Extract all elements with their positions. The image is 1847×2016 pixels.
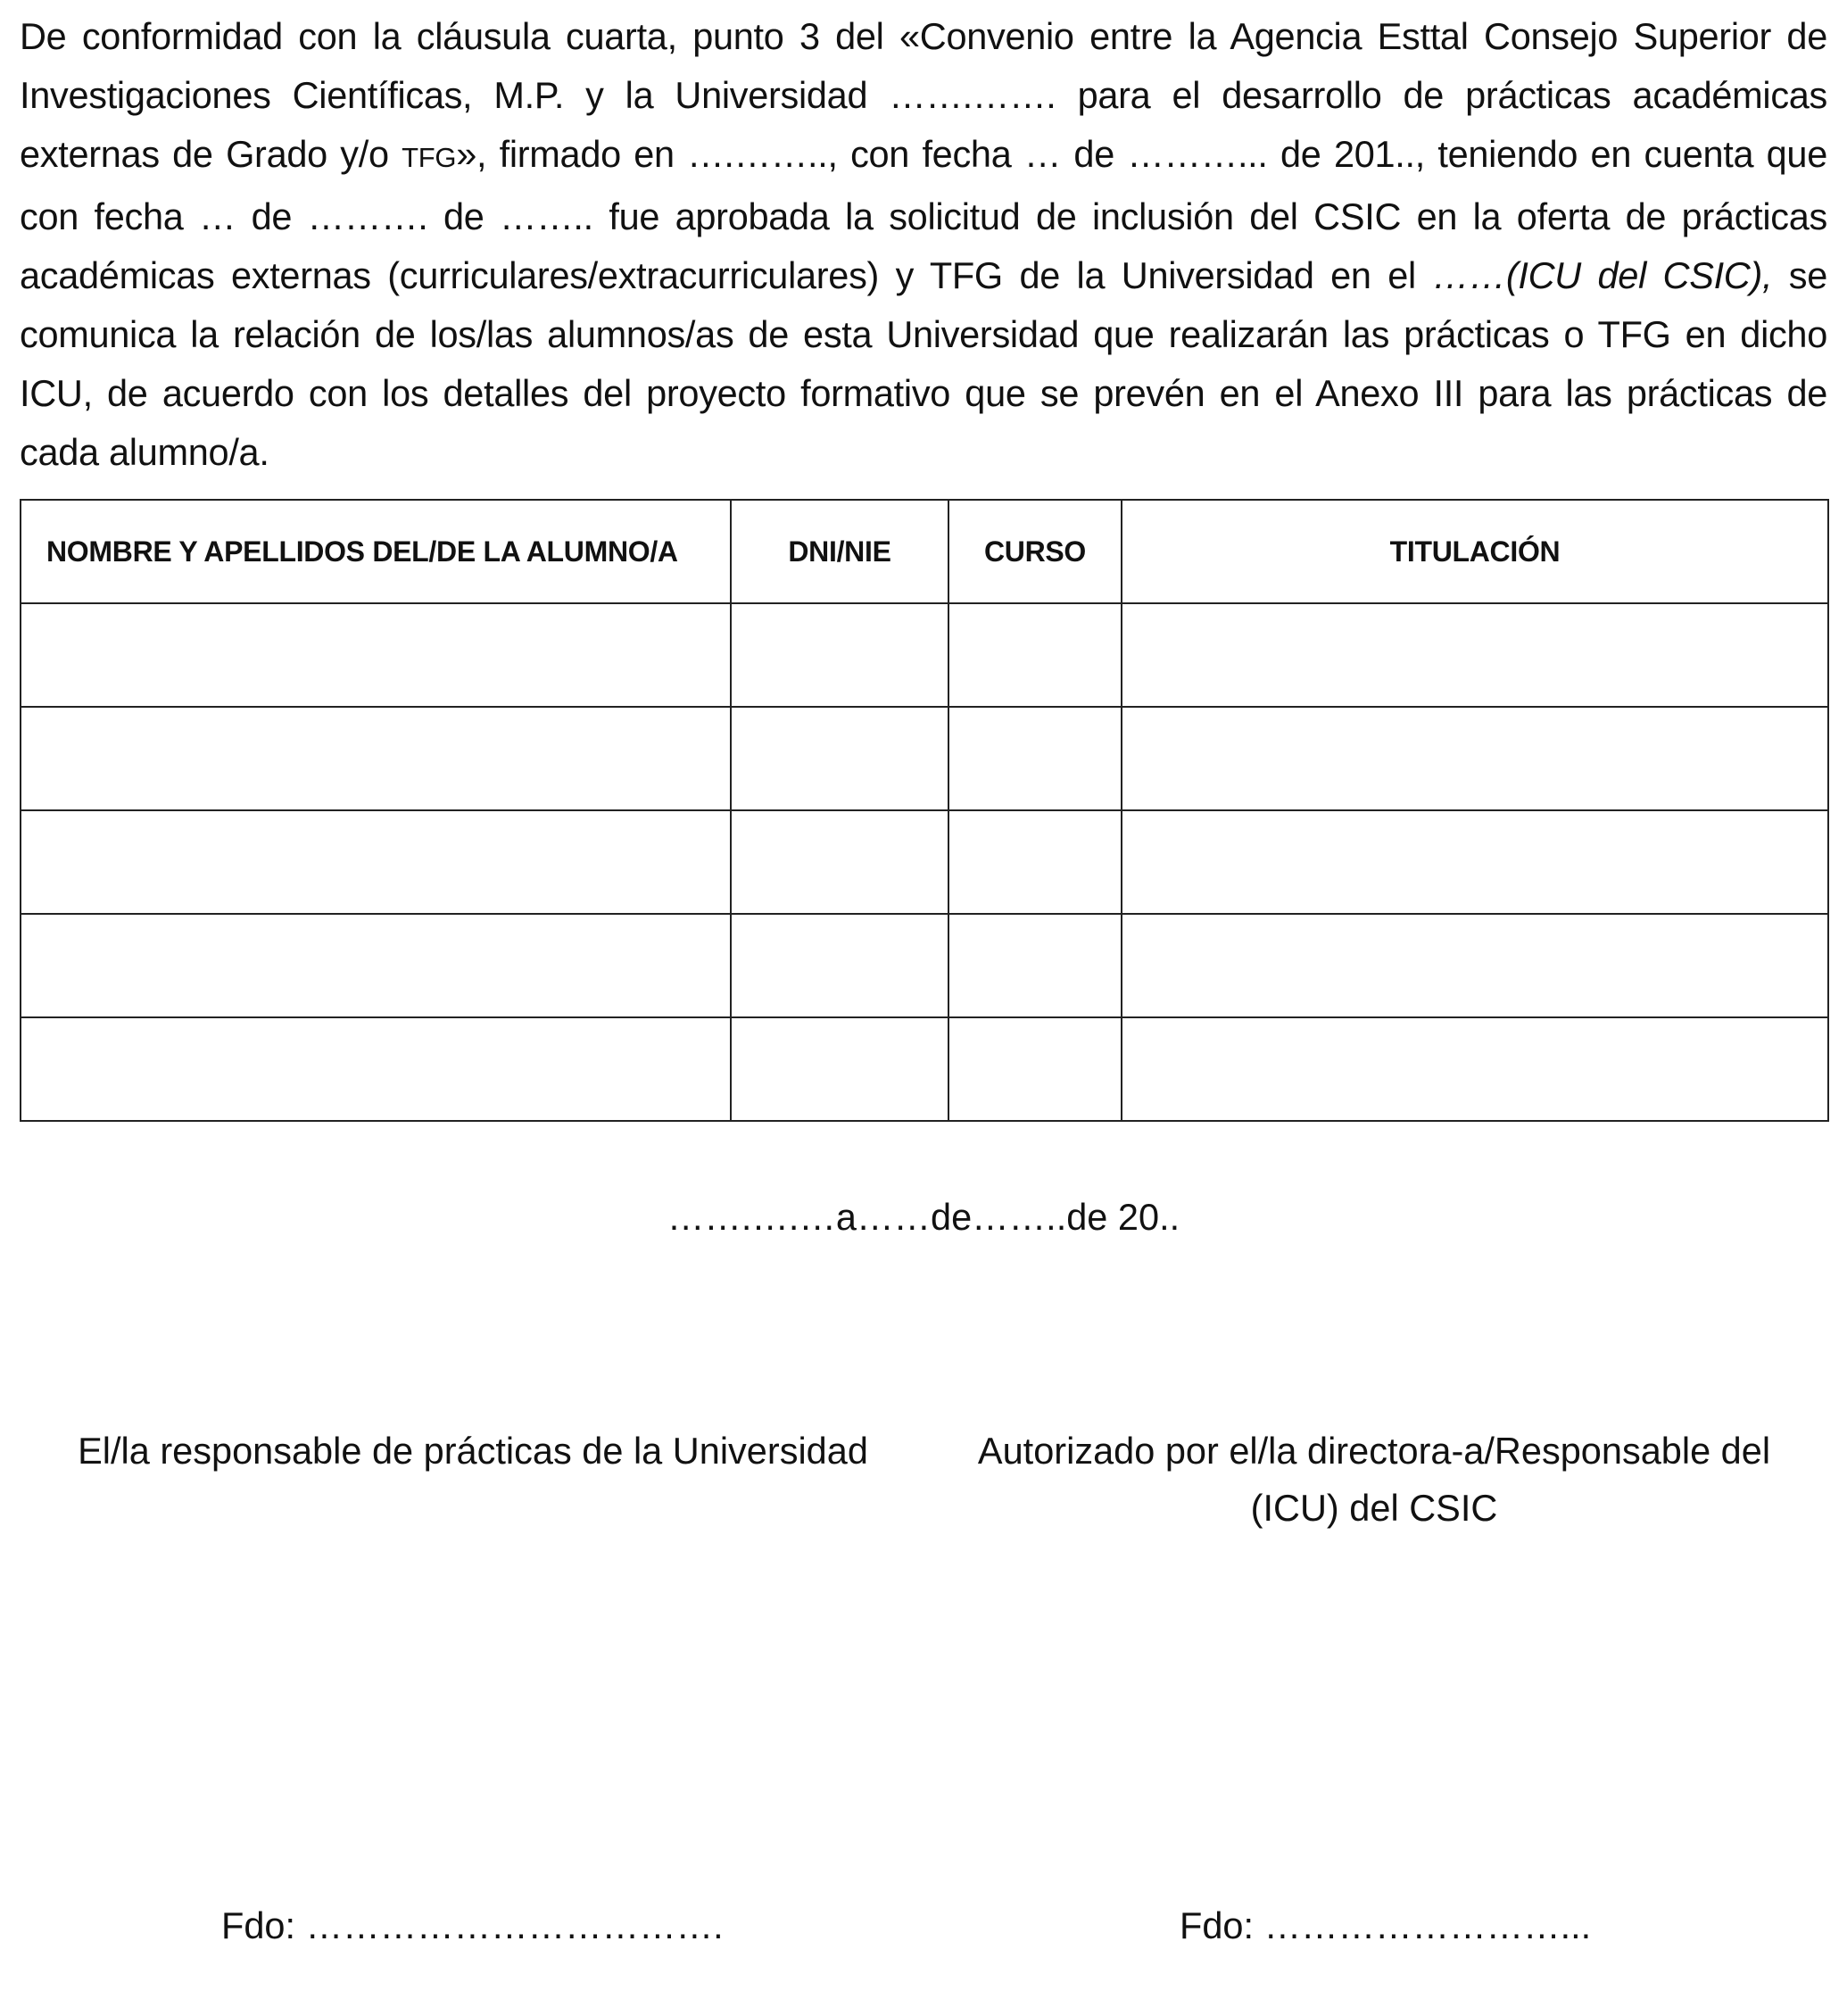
university-signature-line: Fdo: ……………………………. bbox=[221, 1904, 724, 1946]
place-date-line: …….….…a……de……..de 20.. bbox=[667, 1196, 1180, 1238]
cell-curso[interactable] bbox=[948, 914, 1122, 1017]
cell-titulacion[interactable] bbox=[1122, 1017, 1828, 1121]
csic-signature-label-line2: (ICU) del CSIC bbox=[1250, 1487, 1498, 1529]
cell-titulacion[interactable] bbox=[1122, 914, 1828, 1017]
cell-curso[interactable] bbox=[948, 707, 1122, 810]
cell-nombre[interactable] bbox=[21, 914, 731, 1017]
cell-dni[interactable] bbox=[731, 707, 948, 810]
header-dni: DNI/NIE bbox=[731, 500, 948, 603]
cell-titulacion[interactable] bbox=[1122, 707, 1828, 810]
header-nombre: NOMBRE Y APELLIDOS DEL/DE LA ALUMNO/A bbox=[21, 500, 731, 603]
intro-text-part2: », firmado en ….…….., con fecha … de ………... de 201.., teniendo en cuenta que con fecha … de ………. de …….. fue aprobada la solicitud de inclusión del CSIC en la oferta de prácticas académicas externas (curriculares/extracurriculares) y TFG de la Universidad en el bbox=[20, 133, 1827, 296]
intro-text-part1: De conformidad con la cláusula cuarta, punto 3 del «Convenio entre la Agencia Esttal Consejo Superior de Investigaciones Científicas, M.P. y la Universidad …….……. para el desarrollo de prácticas académicas externas de Grado y/o bbox=[20, 15, 1827, 175]
cell-titulacion[interactable] bbox=[1122, 810, 1828, 914]
cell-nombre[interactable] bbox=[21, 810, 731, 914]
table-row bbox=[21, 603, 1828, 707]
cell-curso[interactable] bbox=[948, 1017, 1122, 1121]
csic-signature-label bbox=[964, 1423, 1785, 1537]
cell-dni[interactable] bbox=[731, 810, 948, 914]
header-titulacion: TITULACIÓN bbox=[1122, 500, 1828, 603]
intro-text-tfg: TFG bbox=[402, 142, 457, 173]
table-row bbox=[21, 810, 1828, 914]
cell-dni[interactable] bbox=[731, 914, 948, 1017]
cell-nombre[interactable] bbox=[21, 603, 731, 707]
table-row bbox=[21, 914, 1828, 1017]
table-row bbox=[21, 1017, 1828, 1121]
intro-text-italic: ……(ICU del CSIC), bbox=[1432, 254, 1773, 296]
intro-paragraph bbox=[20, 7, 1827, 482]
table-header-row bbox=[21, 500, 1828, 603]
csic-signature-label-line1: Autorizado por el/la directora-a/Responsable del bbox=[977, 1430, 1771, 1472]
cell-curso[interactable] bbox=[948, 603, 1122, 707]
cell-dni[interactable] bbox=[731, 1017, 948, 1121]
intro-text-part3: se comunica la relación de los/las alumnos/as de esta Universidad que realizarán las prácticas o TFG en dicho ICU, de acuerdo con los detalles del proyecto formativo que se prevén en el Anexo III para las prácticas de cada alumno/a. bbox=[20, 254, 1828, 473]
csic-signature-line: Fdo: ……………………... bbox=[1180, 1904, 1592, 1946]
cell-nombre[interactable] bbox=[21, 707, 731, 810]
university-signature-label: El/la responsable de prácticas de la Universidad bbox=[78, 1430, 868, 1472]
header-curso: CURSO bbox=[948, 500, 1122, 603]
cell-titulacion[interactable] bbox=[1122, 603, 1828, 707]
cell-curso[interactable] bbox=[948, 810, 1122, 914]
cell-nombre[interactable] bbox=[21, 1017, 731, 1121]
students-table bbox=[20, 499, 1829, 1122]
cell-dni[interactable] bbox=[731, 603, 948, 707]
table-row bbox=[21, 707, 1828, 810]
